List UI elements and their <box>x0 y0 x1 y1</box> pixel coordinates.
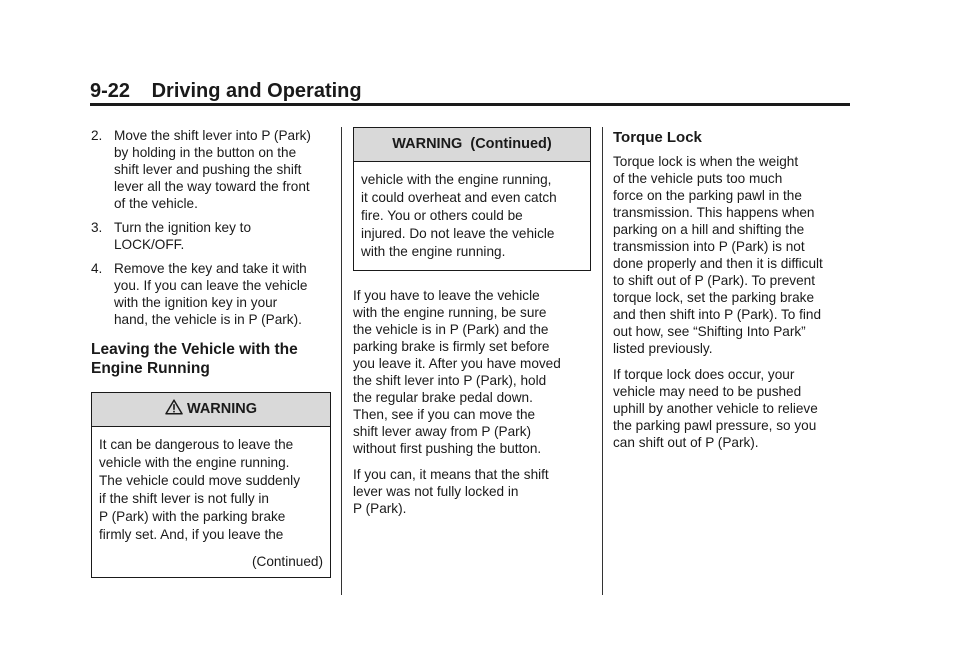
section-title-torque-lock: Torque Lock <box>613 129 702 146</box>
step-number: 3. <box>91 220 103 235</box>
chapter-title: Driving and Operating <box>151 80 362 102</box>
step-number: 4. <box>91 261 103 276</box>
warning-header <box>92 393 330 427</box>
warning-body: It can be dangerous to leave the vehicle with the engine running. The vehicle could move suddenly if the shift lever is not fully in P (Park) with the parking brake firmly set. And, if you leave the <box>99 437 300 542</box>
warning-title: WARNING (Continued) <box>392 136 552 152</box>
paragraph: If torque lock does occur, your vehicle may need to be pushed uphill by another vehicle to relieve the parking pawl pressure, so you can shift out of P (Park). <box>613 367 818 450</box>
list-item <box>91 260 331 328</box>
step-text: Remove the key and take it with you. If you can leave the vehicle with the ignition key in your hand, the vehicle is in P (Park). <box>114 261 308 327</box>
page-number: 9-22 <box>90 80 131 102</box>
column-divider-2 <box>602 127 603 595</box>
warning-header <box>354 128 590 162</box>
column-1 <box>91 127 331 578</box>
step-text: Turn the ignition key to LOCK/OFF. <box>114 220 252 252</box>
step-text: Move the shift lever into P (Park) by holding in the button on the shift lever and pushing the shift lever all the way toward the front of the vehicle. <box>114 128 311 211</box>
paragraph: If you have to leave the vehicle with the engine running, be sure the vehicle is in P (Park) and the parking brake is firmly set before you leave it. After you have moved the shift lever into P (Park), hold the regular brake pedal down. Then, see if you can move the shift lever away from P (Park) without first pushing the button. <box>353 288 561 456</box>
list-item <box>91 219 331 253</box>
column-2 <box>353 127 591 526</box>
warning-continued: (Continued) <box>251 554 323 569</box>
section-title-leaving-vehicle: Leaving the Vehicle with the Engine Running <box>91 341 298 377</box>
paragraph: Torque lock is when the weight of the vehicle puts too much force on the parking pawl in the transmission. This happens when parking on a hill and shifting the transmission into P (Park) is not done properly and then it is difficult to shift out of P (Park). To prevent torque lock, set the parking brake and then shift into P (Park). To find out how, see “Shifting Into Park” listed previously. <box>613 154 823 356</box>
page-header <box>90 80 362 103</box>
warning-box-continued <box>353 127 591 271</box>
warning-title: WARNING <box>186 401 258 417</box>
paragraph: If you can, it means that the shift lever was not fully locked in P (Park). <box>353 467 549 516</box>
warning-body: vehicle with the engine running, it could overheat and even catch fire. You or others could be injured. Do not leave the vehicle with the engine running. <box>361 172 557 259</box>
header-rule <box>90 103 850 106</box>
warning-triangle-icon <box>165 399 183 420</box>
step-number: 2. <box>91 128 103 143</box>
list-item <box>91 127 331 212</box>
warning-box <box>91 392 331 578</box>
column-3 <box>613 127 853 460</box>
column-divider-1 <box>341 127 342 595</box>
